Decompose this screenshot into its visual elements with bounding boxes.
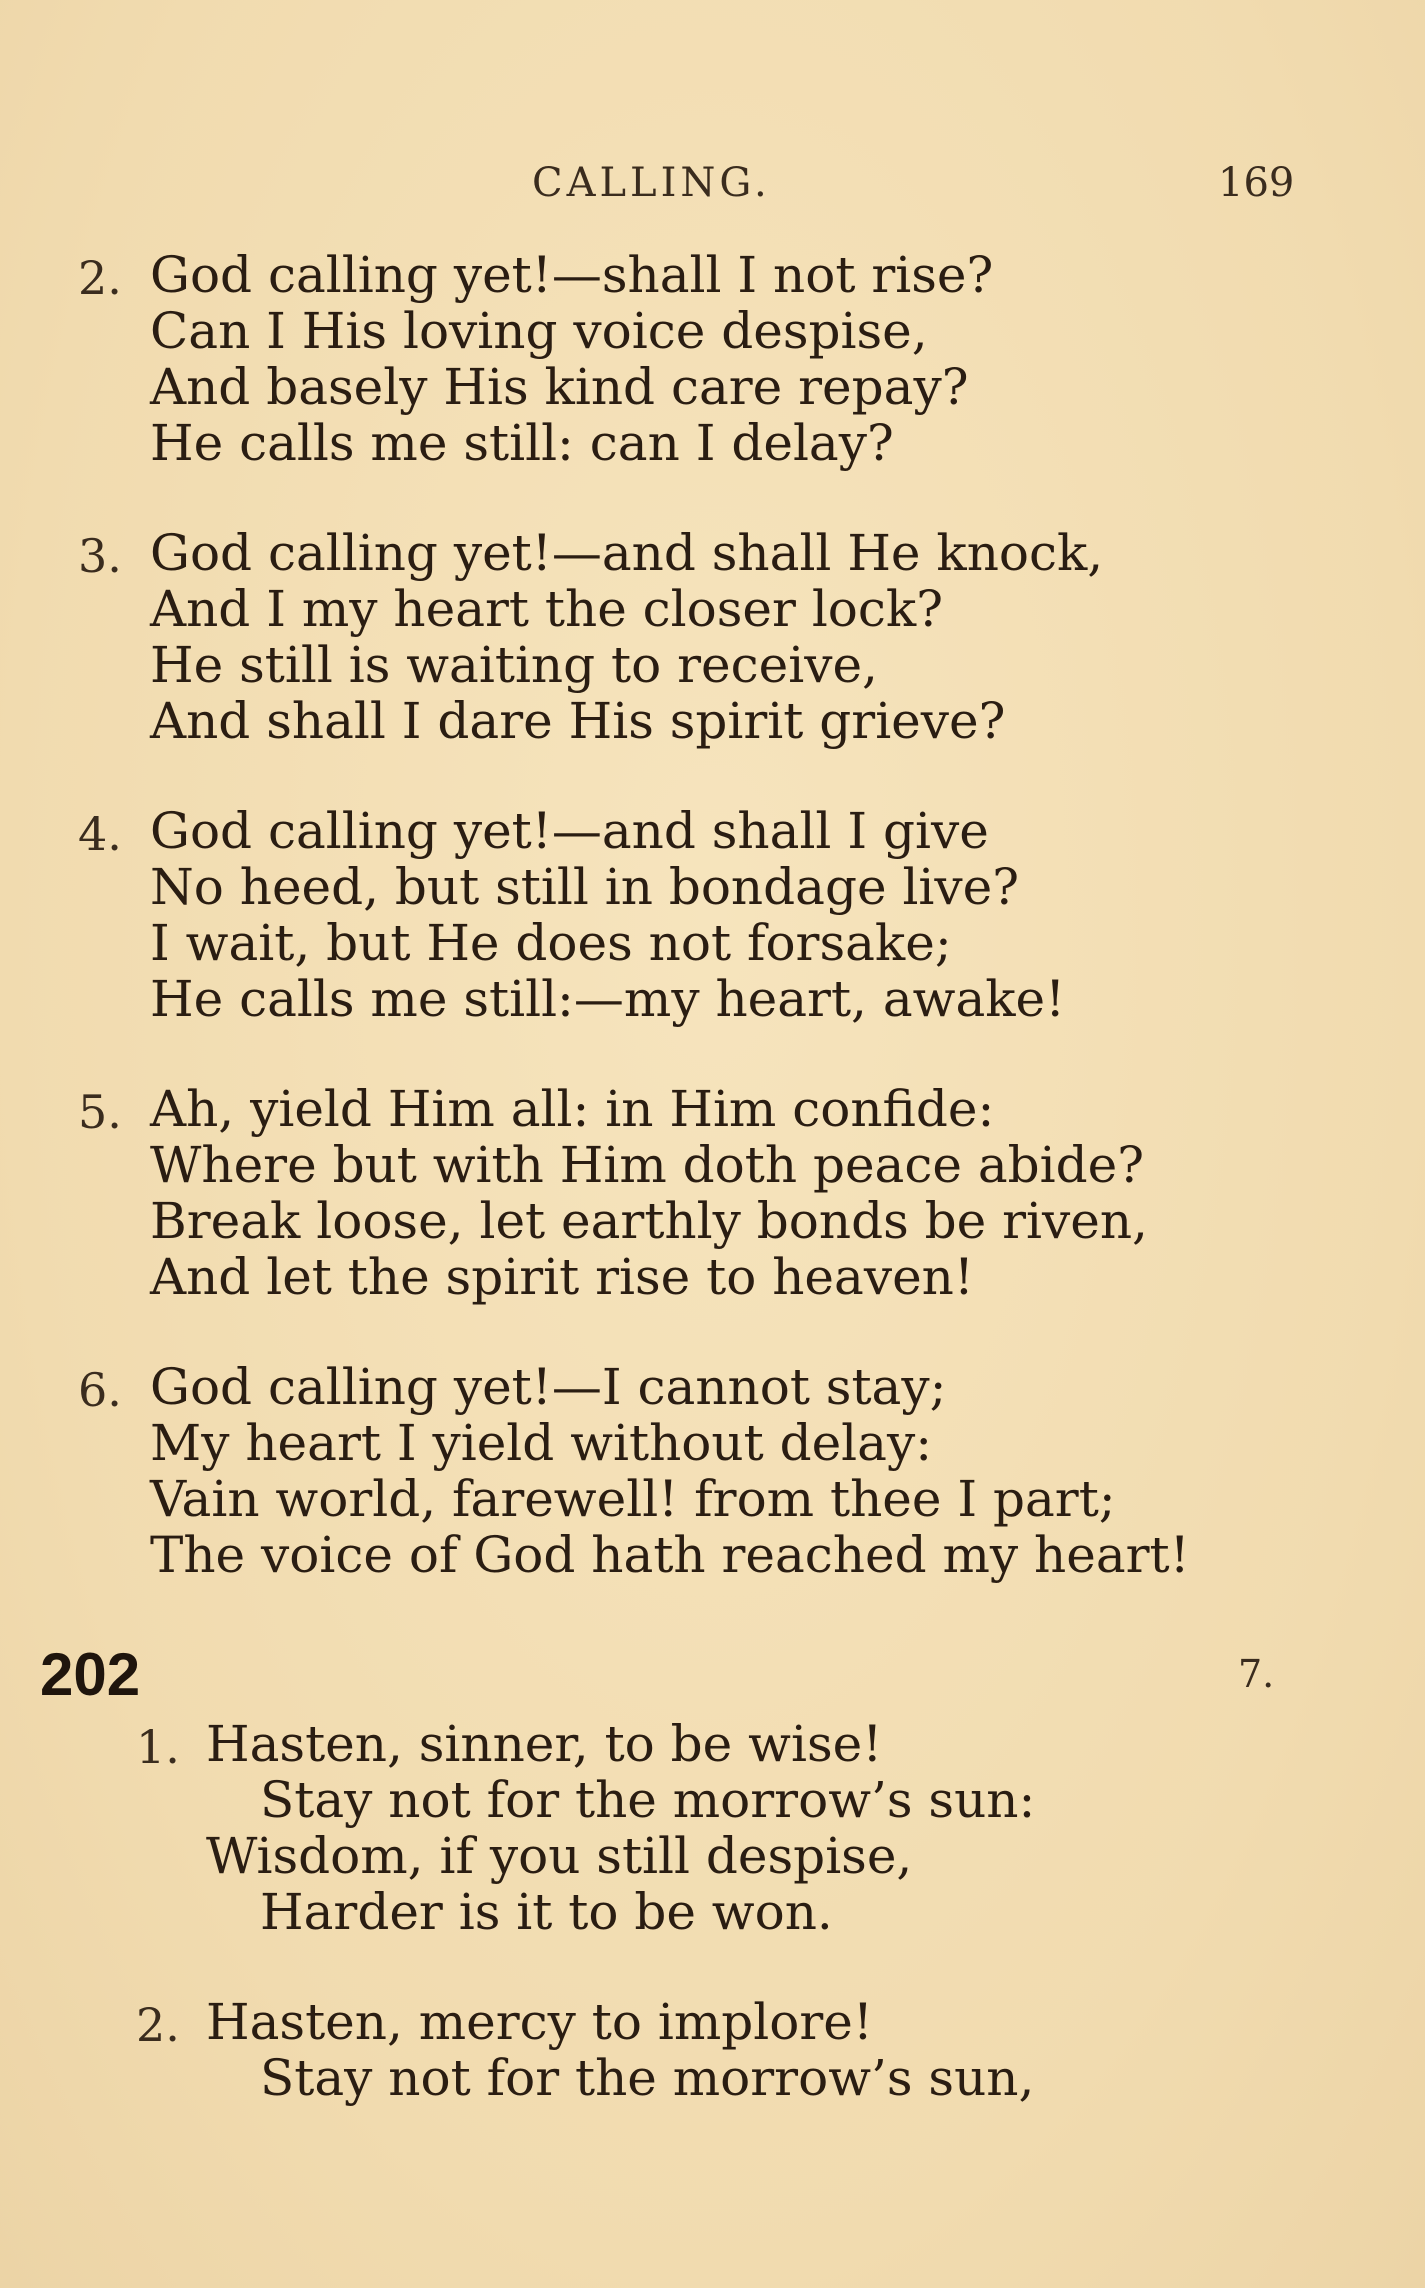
- verse-5: [78, 1080, 1148, 1306]
- hymn-meter: 7.: [1238, 1652, 1275, 1696]
- verse-line: Vain world, farewell! from thee I part;: [150, 1470, 1116, 1528]
- verse-line: Wisdom, if you still despise,: [206, 1827, 913, 1885]
- verse-line: The voice of God hath reached my heart!: [150, 1526, 1190, 1584]
- verse-line: He calls me still: can I delay?: [150, 414, 894, 472]
- verse-number: 6.: [78, 1363, 122, 1417]
- verse-2: [78, 246, 994, 472]
- verse-line: No heed, but still in bondage live?: [150, 858, 1020, 916]
- verse-line: Ah, yield Him all: in Him confide:: [150, 1080, 995, 1138]
- verse-4: [78, 802, 1066, 1028]
- verse-number: 2.: [136, 1998, 180, 2052]
- verse-number: 5.: [78, 1085, 122, 1139]
- verse-6: [78, 1358, 1190, 1584]
- hymn-202-verse-2: [136, 1993, 1035, 2107]
- verse-number: 2.: [78, 251, 122, 305]
- verse-line: Harder is it to be won.: [260, 1883, 833, 1941]
- page-number: 169: [1218, 160, 1295, 206]
- verse-line: And shall I dare His spirit grieve?: [150, 692, 1006, 750]
- verse-line: Stay not for the morrow’s sun:: [260, 1771, 1036, 1829]
- verse-3: [78, 524, 1104, 750]
- hymn-202-verse-1: [136, 1715, 1036, 1941]
- verse-line: Stay not for the morrow’s sun,: [260, 2049, 1035, 2107]
- verse-line: God calling yet!—and shall I give: [150, 802, 989, 860]
- verse-line: God calling yet!—I cannot stay;: [150, 1358, 947, 1416]
- verse-line: He calls me still:—my heart, awake!: [150, 970, 1066, 1028]
- verse-line: I wait, but He does not forsake;: [150, 914, 952, 972]
- verse-line: And let the spirit rise to heaven!: [150, 1248, 974, 1306]
- verse-line: And basely His kind care repay?: [150, 358, 969, 416]
- verse-line: Hasten, mercy to implore!: [206, 1993, 873, 2051]
- verse-line: Where but with Him doth peace abide?: [150, 1136, 1145, 1194]
- verse-line: Break loose, let earthly bonds be riven,: [150, 1192, 1148, 1250]
- verse-line: God calling yet!—and shall He knock,: [150, 524, 1104, 582]
- running-title: CALLING.: [532, 160, 771, 206]
- verse-line: He still is waiting to receive,: [150, 636, 878, 694]
- verse-line: Can I His loving voice despise,: [150, 302, 928, 360]
- verse-number: 3.: [78, 529, 122, 583]
- verse-number: 1.: [136, 1720, 180, 1774]
- hymn-number: 202: [40, 1641, 141, 1708]
- verse-line: Hasten, sinner, to be wise!: [206, 1715, 883, 1773]
- verse-number: 4.: [78, 807, 122, 861]
- verse-line: And I my heart the closer lock?: [150, 580, 944, 638]
- verse-line: God calling yet!—shall I not rise?: [150, 246, 994, 304]
- verse-line: My heart I yield without delay:: [150, 1414, 933, 1472]
